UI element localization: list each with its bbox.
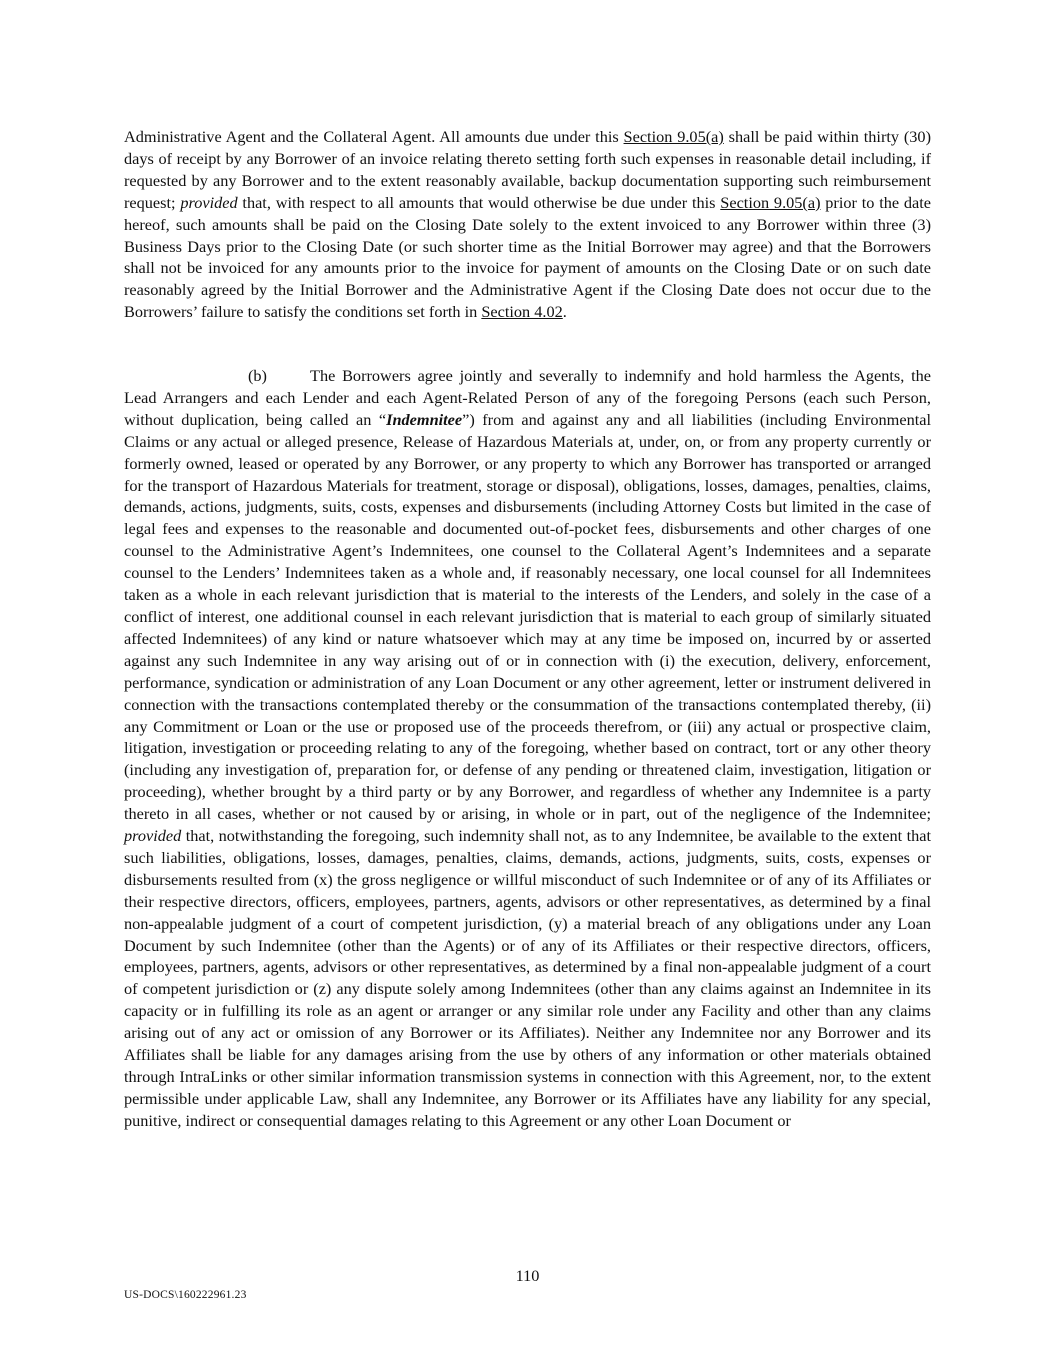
section-reference: Section 9.05(a) (720, 192, 821, 212)
text: The Borrowers agree jointly and severally to indemnify and hold harmless the Agents, the Lead Arrangers and each Lender and each Agent-Related Person of any of the foregoing Persons (each such Person, without duplication, being called an “ (124, 366, 931, 429)
provided-term: provided (180, 192, 238, 212)
section-reference: Section 9.05(a) (623, 127, 724, 146)
text: . (562, 302, 567, 322)
text: shall be paid within thirty (30) days of receipt by any Borrower of an invoice relating thereto setting forth such expenses in reasonable detail including, if requested by any Borrower and to the extent reasonably available, backup documentation supporting such reimbursement request; (124, 127, 931, 212)
text: that, notwithstanding the foregoing, such indemnity shall not, as to any Indemnitee, be available to the extent that such liabilities, obligations, losses, damages, penalties, claims, demands, actions, judgments, suits, costs, expenses or disbursements resulted from (x) the gross negligence or willful misconduct of such Indemnitee or of any of its Affiliates or their respective directors, officers, employees, partners, agents, advisors or other representatives, as determined by a final non-appealable judgment of a court of competent jurisdiction, (y) a material breach of any obligations under any Loan Document by such Indemnitee (other than the Agents) or of any of its Affiliates or their respective directors, officers, employees, partners, agents, advisors or other representatives, as determined by a final non-appealable judgment of a court of competent jurisdiction or (z) any dispute solely among Indemnitees (other than any claims against an Indemnitee in its capacity or in fulfilling its role as an agent or arranger or any similar role under any Facility and other than any claims arising out of any act or omission of any Borrower or its Affiliates). Neither any Indemnitee nor any Borrower and its Affiliates shall be liable for any damages arising from the use by others of any information or other materials obtained through IntraLinks or other similar information transmission systems in connection with this Agreement, nor, to the extent permissible under applicable Law, shall any Indemnitee, any Borrower or its Affiliates have any liability for any special, punitive, indirect or consequential damages relating to this Agreement or any other Loan Document or (124, 826, 931, 1130)
page-number: 110 (515, 1266, 540, 1285)
text: ”) from and against any and all liabilities (including Environmental Claims or any actual or alleged presence, Release of Hazardous Materials at, under, on, or from any property currently or formerly owned, leased or operated by any Borrower, or any property to which any Borrower has transported or arranged for the transport of Hazardous Materials for treatment, storage or disposal), obligations, losses, damages, penalties, claims, demands, actions, judgments, suits, costs, expenses and disbursements (including Attorney Costs but limited in the case of legal fees and expenses to the reasonable and documented out-of-pocket fees, disbursements and other charges of one counsel to the Administrative Agent’s Indemnitees, one counsel to the Collateral Agent’s Indemnitees and a separate counsel to the Lenders’ Indemnitees taken as a whole and, if reasonably necessary, one local counsel for all Indemnitees taken as a whole in each relevant jurisdiction that is material to the interests of the Lenders, and solely in the case of a conflict of interest, one additional counsel in each relevant jurisdiction that is material to each group of similarly situated affected Indemnitees) of any kind or nature whatsoever which may at any time be imposed on, incurred by or asserted against any such Indemnitee in any way arising out of or in connection with (i) the execution, delivery, enforcement, performance, syndication or administration of any Loan Document or any other agreement, letter or instrument delivered in connection with the transactions contemplated thereby or the consummation of the transactions contemplated thereby, (ii) any Commitment or Loan or the use or proposed use of the proceeds therefrom, or (iii) any actual or prospective claim, litigation, investigation or proceeding relating to any of the foregoing, whether based on contract, tort or any other theory (including any investigation of, preparation for, or defense of any pending or threatened claim, investigation, litigation or proceeding), whether brought by a third party or by any Borrower, and regardless of whether any Indemnitee is a party thereto in all cases, whether or not caused by or arising, in whole or in part, out of the negligence of the Indemnitee; (124, 409, 931, 824)
text: Administrative Agent and the Collateral Agent. All amounts due under this (124, 127, 624, 146)
defined-term-indemnitee: Indemnitee (386, 409, 463, 429)
clause-label: (b) (248, 366, 267, 385)
text: that, with respect to all amounts that would otherwise be due under this (237, 192, 721, 212)
text: prior to the date hereof, such amounts shall be paid on the Closing Date solely to the extent invoiced to any Borrower within three (3) Business Days prior to the Closing Date (or such shorter time as the Initial Borrower may agree) and that the Borrowers shall not be invoiced for any amounts prior to the invoice for payment of amounts on the Closing Date or on such date reasonably agreed by the Initial Borrower and the Administrative Agent if the Closing Date does not occur due to the Borrowers’ failure to satisfy the conditions set forth in (124, 192, 932, 322)
section-reference: Section 4.02 (481, 302, 563, 322)
document-id: US-DOCS\160222961.23 (124, 1289, 247, 1301)
paragraph-expenses (124, 126, 931, 323)
paragraph-indemnification (124, 365, 931, 1132)
provided-term: provided (124, 826, 182, 846)
